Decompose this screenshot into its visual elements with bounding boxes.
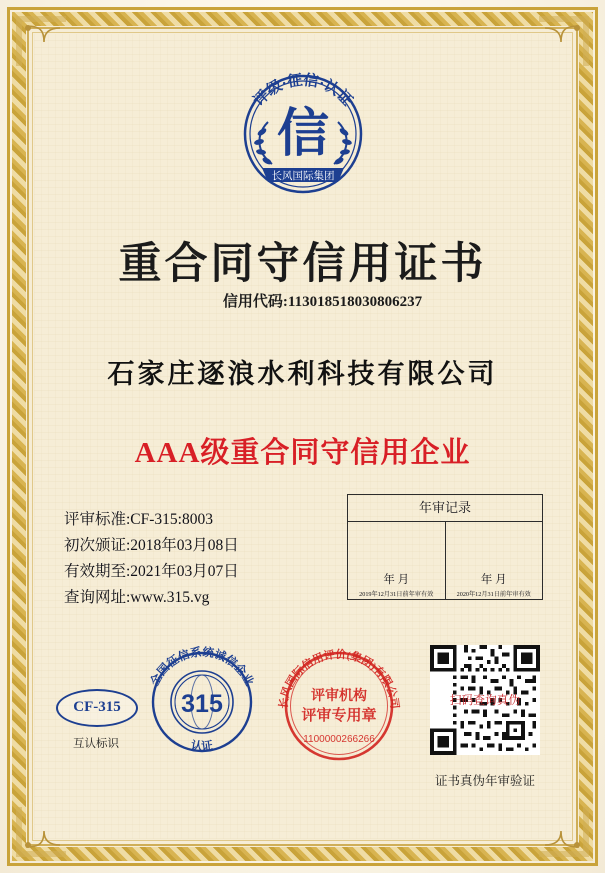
annual-review-table [347, 494, 543, 600]
blue-seal-arc-top: 全国征信系统诚信企业 [149, 646, 255, 688]
emblem-band-text: 长风国际集团 [271, 171, 334, 182]
cf-badge-caption: 互认标识 [73, 738, 119, 750]
red-seal-line-1: 评审机构 [311, 689, 367, 704]
annual-review-title: 年审记录 [348, 495, 542, 522]
qr-overlay-text: 扫码查询真伪 [449, 694, 521, 708]
credit-grade: AAA级重合同守信用企业 [134, 437, 471, 469]
verification-qr-block [425, 645, 545, 789]
organization-emblem [223, 56, 383, 211]
blue-seal-icon [142, 642, 262, 762]
emblem-center-glyph: 信 [276, 106, 329, 163]
annual-review-year-month: 年 月 [383, 574, 410, 586]
cf-badge-text: CF-315 [56, 689, 138, 727]
red-seal-code: 1100000266266 [303, 734, 375, 745]
certificate-title: 重合同守信用证书 [118, 241, 487, 288]
certificate-details [64, 507, 239, 611]
blue-seal-arc-bottom: 认证 [190, 739, 214, 754]
annual-review-cell [348, 522, 445, 600]
blue-seal-center-number: 315 [181, 690, 223, 718]
red-seal-line-2: 评审专用章 [301, 708, 377, 724]
red-seal-icon [275, 642, 403, 770]
red-seal-arc-top: 长风国际信用评价(集团)有限公司 [277, 648, 401, 710]
mutual-recognition-badge [56, 689, 136, 751]
emblem-arc-text: 评级·征信·认证 [250, 72, 355, 110]
detail-valid-until: 有效期至:2021年03月07日 [64, 563, 239, 580]
detail-query-website: 查询网址:www.315.vg [64, 589, 210, 606]
annual-review-note: 2019年12月31日前年审有效 [359, 591, 434, 598]
qr-code-icon[interactable] [430, 645, 540, 755]
annual-review-cell [445, 522, 543, 600]
annual-review-note: 2020年12月31日前年审有效 [456, 591, 531, 598]
credit-code: 信用代码:113018518030806237 [222, 294, 423, 310]
detail-standard: 评审标准:CF-315:8003 [64, 511, 213, 528]
annual-review-year-month: 年 月 [480, 574, 507, 586]
qr-caption: 证书真伪年审验证 [434, 774, 535, 788]
detail-issue-date: 初次颁证:2018年03月08日 [64, 537, 239, 554]
emblem-icon [228, 56, 378, 206]
company-name: 石家庄逐浪水利科技有限公司 [107, 359, 498, 389]
